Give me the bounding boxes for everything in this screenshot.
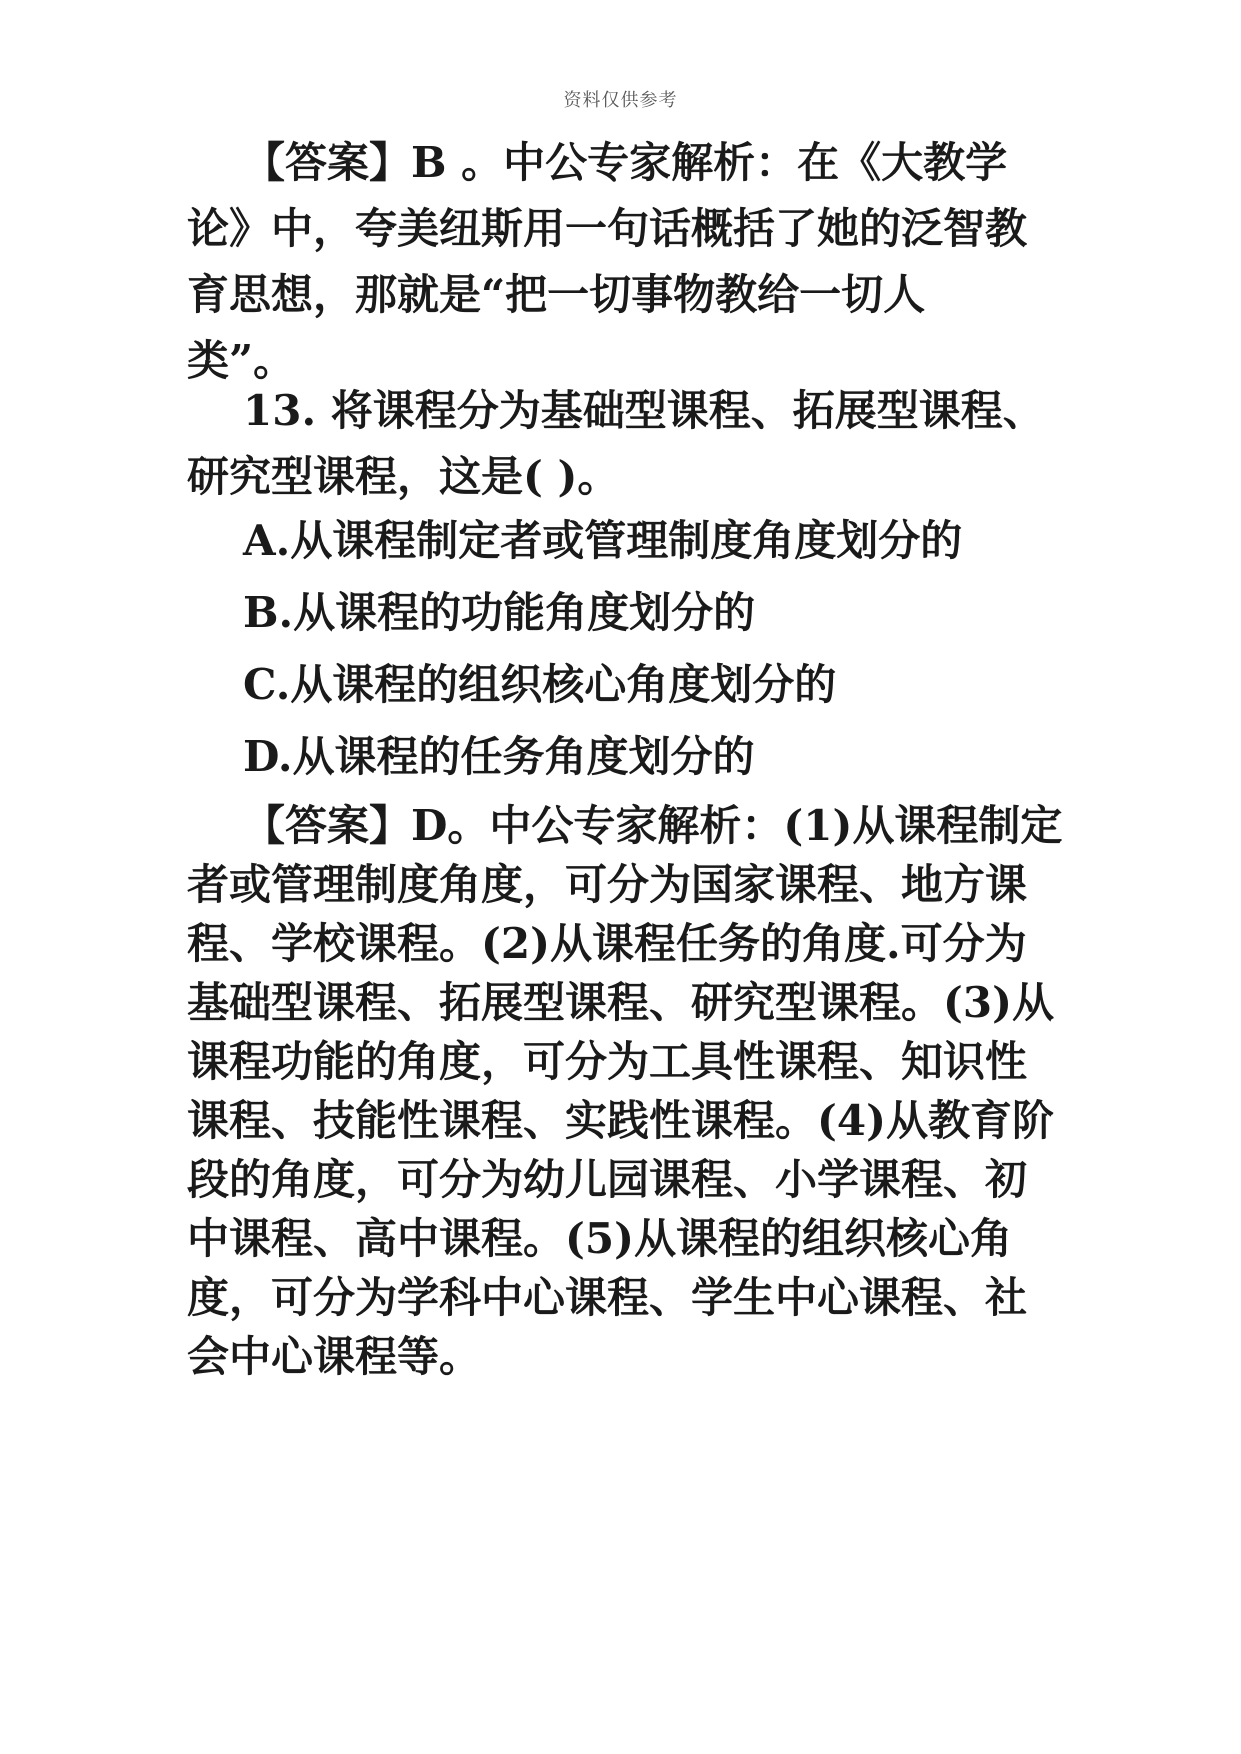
option-d-text: D.从课程的任务角度划分的	[243, 732, 755, 781]
answer-13	[187, 796, 1063, 1386]
answer-13-line: 课程功能的角度，可分为工具性课程、知识性	[187, 1037, 1028, 1086]
option-a-text: A.从课程制定者或管理制度角度划分的	[243, 516, 963, 565]
option-b-text: B.从课程的功能角度划分的	[243, 588, 756, 637]
answer-13-line: 课程、技能性课程、实践性课程。(4)从教育阶	[187, 1096, 1054, 1145]
question-13-line: 研究型课程，这是( )。	[187, 452, 620, 501]
answer-12	[187, 130, 1057, 394]
answer-13-line: 【答案】D。中公专家解析：(1)从课程制定	[243, 801, 1063, 850]
option-a	[187, 508, 1057, 574]
question-13	[187, 378, 1057, 510]
option-c	[187, 652, 1057, 718]
answer-13-line: 中课程、高中课程。(5)从课程的组织核心角	[187, 1214, 1012, 1263]
page-header: 资料仅供参考	[563, 90, 678, 111]
answer-13-line: 者或管理制度角度，可分为国家课程、地方课	[187, 860, 1028, 909]
question-13-line: 13. 将课程分为基础型课程、拓展型课程、	[243, 386, 1045, 435]
answer-12-line: 【答案】B 。中公专家解析：在《大教学	[243, 138, 1008, 187]
option-c-text: C.从课程的组织核心角度划分的	[243, 660, 837, 709]
option-d	[187, 724, 1057, 790]
answer-13-line: 会中心课程等。	[187, 1332, 482, 1381]
answer-12-line: 论》中，夸美纽斯用一句话概括了她的泛智教	[187, 204, 1028, 253]
answer-13-line: 程、学校课程。(2)从课程任务的角度.可分为	[187, 919, 1027, 968]
answer-12-line: 育思想，那就是“把一切事物教给一切人	[187, 270, 926, 319]
answer-13-line: 段的角度，可分为幼儿园课程、小学课程、初	[187, 1155, 1028, 1204]
answer-13-line: 基础型课程、拓展型课程、研究型课程。(3)从	[187, 978, 1054, 1027]
answer-12-line: 类”。	[187, 336, 296, 385]
answer-13-line: 度，可分为学科中心课程、学生中心课程、社	[187, 1273, 1028, 1322]
option-b	[187, 580, 1057, 646]
